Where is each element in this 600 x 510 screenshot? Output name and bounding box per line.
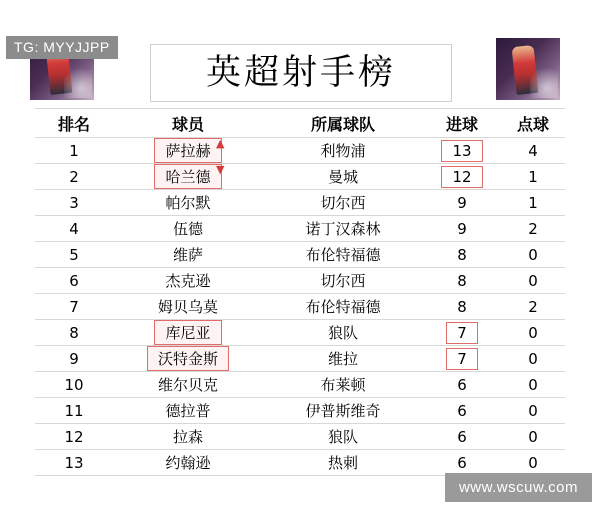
column-header-team: 所属球队 — [263, 109, 423, 138]
cell-rank: 3 — [35, 190, 113, 216]
table-row — [35, 138, 565, 164]
cell-goals: 6 — [423, 398, 501, 424]
cell-player — [113, 346, 263, 372]
cell-penalties: 1 — [501, 190, 565, 216]
column-header-penalties: 点球 — [501, 109, 565, 138]
table-row — [35, 216, 565, 242]
cell-rank: 5 — [35, 242, 113, 268]
cell-rank: 13 — [35, 450, 113, 476]
cell-team: 切尔西 — [263, 268, 423, 294]
cell-team: 诺丁汉森林 — [263, 216, 423, 242]
cell-penalties: 1 — [501, 164, 565, 190]
goals-highlight: 7 — [446, 348, 478, 370]
table-row — [35, 398, 565, 424]
cell-team: 狼队 — [263, 320, 423, 346]
table-row — [35, 424, 565, 450]
goals-highlight: 13 — [441, 140, 482, 162]
cell-goals — [423, 164, 501, 190]
photo-glow — [530, 64, 558, 98]
trend-down-icon: ▼ — [216, 163, 225, 176]
cell-penalties: 0 — [501, 398, 565, 424]
cell-team: 热刺 — [263, 450, 423, 476]
cell-goals: 9 — [423, 190, 501, 216]
cell-rank: 8 — [35, 320, 113, 346]
cell-player: 维尔贝克 — [113, 372, 263, 398]
telegram-tag-badge: TG: MYYJJPP — [6, 36, 118, 59]
cell-rank: 6 — [35, 268, 113, 294]
cell-rank: 4 — [35, 216, 113, 242]
cell-player: 帕尔默 — [113, 190, 263, 216]
column-header-player: 球员 — [113, 109, 263, 138]
table-row — [35, 450, 565, 476]
player-highlight: 哈兰德 — [154, 164, 221, 189]
page-title: 英超射手榜 — [205, 52, 396, 93]
cell-player — [113, 164, 263, 190]
cell-player: 约翰逊 — [113, 450, 263, 476]
cell-penalties: 0 — [501, 450, 565, 476]
column-header-rank: 排名 — [35, 109, 113, 138]
goals-highlight: 7 — [446, 322, 478, 344]
cell-team: 曼城 — [263, 164, 423, 190]
cell-player: 姆贝乌莫 — [113, 294, 263, 320]
cell-penalties: 2 — [501, 294, 565, 320]
cell-goals: 9 — [423, 216, 501, 242]
table-header-row — [35, 109, 565, 138]
trend-up-icon: ▲ — [216, 137, 225, 150]
cell-player: 拉森 — [113, 424, 263, 450]
cell-goals: 8 — [423, 242, 501, 268]
cell-player — [113, 320, 263, 346]
cell-team: 布伦特福德 — [263, 294, 423, 320]
photo-glow — [64, 64, 92, 98]
cell-goals: 8 — [423, 268, 501, 294]
cell-penalties: 0 — [501, 268, 565, 294]
page-title-box — [150, 44, 452, 102]
cell-penalties: 0 — [501, 242, 565, 268]
scorers-table — [35, 108, 565, 476]
cell-player: 德拉普 — [113, 398, 263, 424]
cell-goals: 6 — [423, 450, 501, 476]
cell-goals — [423, 138, 501, 164]
cell-player: 杰克逊 — [113, 268, 263, 294]
cell-team: 切尔西 — [263, 190, 423, 216]
cell-team: 布伦特福德 — [263, 242, 423, 268]
cell-rank: 7 — [35, 294, 113, 320]
cell-team: 布莱顿 — [263, 372, 423, 398]
player-highlight: 库尼亚 — [154, 320, 221, 345]
table-row — [35, 190, 565, 216]
cell-rank: 10 — [35, 372, 113, 398]
table-row — [35, 346, 565, 372]
cell-goals: 8 — [423, 294, 501, 320]
cell-team: 利物浦 — [263, 138, 423, 164]
cell-penalties: 0 — [501, 372, 565, 398]
cell-penalties: 0 — [501, 346, 565, 372]
table-row — [35, 164, 565, 190]
player-highlight: 萨拉赫 — [154, 138, 221, 163]
cell-goals — [423, 320, 501, 346]
site-watermark: www.wscuw.com — [445, 473, 592, 502]
table-row — [35, 320, 565, 346]
table-row — [35, 242, 565, 268]
cell-rank: 1 — [35, 138, 113, 164]
cell-player: 维萨 — [113, 242, 263, 268]
cell-team: 狼队 — [263, 424, 423, 450]
cell-penalties: 2 — [501, 216, 565, 242]
cell-penalties: 0 — [501, 424, 565, 450]
cell-rank: 9 — [35, 346, 113, 372]
cell-goals: 6 — [423, 372, 501, 398]
table-row — [35, 268, 565, 294]
cell-rank: 12 — [35, 424, 113, 450]
cell-rank: 2 — [35, 164, 113, 190]
cell-team: 维拉 — [263, 346, 423, 372]
column-header-goals: 进球 — [423, 109, 501, 138]
player-photo-right — [496, 38, 560, 100]
goals-highlight: 12 — [441, 166, 482, 188]
table-row — [35, 294, 565, 320]
cell-penalties: 0 — [501, 320, 565, 346]
table-row — [35, 372, 565, 398]
cell-player: 伍德 — [113, 216, 263, 242]
cell-penalties: 4 — [501, 138, 565, 164]
cell-goals — [423, 346, 501, 372]
cell-team: 伊普斯维奇 — [263, 398, 423, 424]
cell-rank: 11 — [35, 398, 113, 424]
cell-goals: 6 — [423, 424, 501, 450]
player-highlight: 沃特金斯 — [147, 346, 229, 371]
cell-player — [113, 138, 263, 164]
